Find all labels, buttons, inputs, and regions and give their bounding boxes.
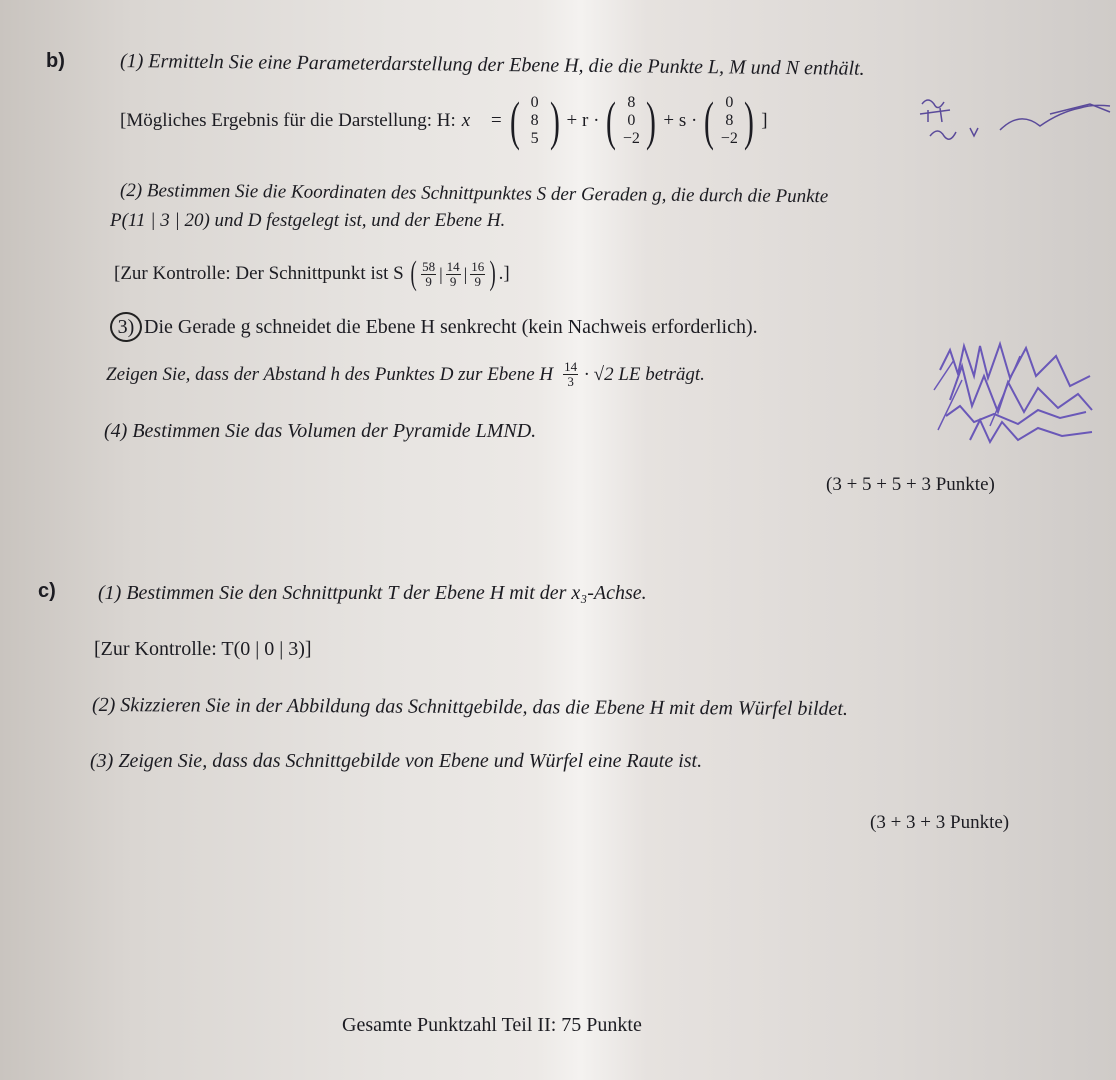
support-vector: ( 0 8 5 ) [509, 91, 560, 151]
b3-line1 [110, 312, 758, 342]
plus-r: + r · [566, 110, 600, 131]
b3-statement: Die Gerade g schneidet die Ebene H senkrecht (kein Nachweis erforderlich). [144, 315, 758, 338]
b3-prompt: Zeigen Sie, dass der Abstand h des Punktes D zur Ebene H [106, 363, 554, 385]
b4-question: (4) Bestimmen Sie das Volumen der Pyramide LMND. [104, 420, 537, 442]
b1-result-close: ] [761, 110, 768, 131]
b2-question-line2: P(11 | 3 | 20) und D festgelegt ist, und der Ebene H. [110, 210, 506, 231]
b3-distance-fraction: $\frac{14}{3}$ [564, 359, 578, 389]
direction-vector-r: ( 8 0 −2 ) [606, 91, 657, 151]
support-vector-x1: 0 [530, 94, 539, 111]
b3-line2 [106, 360, 705, 389]
c3-question: (3) Zeigen Sie, dass das Schnittgebilde von Ebene und Würfel eine Raute ist. [90, 750, 703, 772]
support-vector-x2: 8 [530, 112, 539, 129]
total-points: Gesamte Punktzahl Teil II: 75 Punkte [342, 1014, 642, 1036]
s-vector-x1: 0 [725, 94, 734, 111]
b3-circled-number: 3) [110, 312, 142, 342]
s-vector-x3: −2 [720, 130, 738, 147]
plus-s: + s · [663, 110, 698, 131]
b2-control: [Zur Kontrolle: Der Schnittpunkt ist S ( $\frac{58}{9}$ | $\frac{14}{9}$ | $\frac{16}{9}$ ) .] [114, 255, 510, 292]
s-coord-x1: $\frac{58}{9}$ [422, 258, 436, 289]
handwritten-notes-top [900, 84, 1116, 164]
c1-control: [Zur Kontrolle: T(0 | 0 | 3)] [94, 638, 312, 660]
c-points: (3 + 3 + 3 Punkte) [870, 812, 1010, 833]
b1-question: (1) Ermitteln Sie eine Parameterdarstellung der Ebene H, die die Punkte L, M und N enthält. [119, 50, 865, 80]
r-vector-x3: −2 [622, 130, 640, 147]
b-points: (3 + 5 + 5 + 3 Punkte) [826, 474, 995, 495]
b2-control-close: .] [498, 263, 510, 284]
b3-distance-suffix: · √2 LE beträgt. [584, 363, 705, 385]
b2-control-prefix: [Zur Kontrolle: Der Schnittpunkt ist S [114, 263, 404, 284]
b1-result [120, 84, 768, 158]
handwritten-notes-middle [930, 330, 1116, 460]
x-vector-symbol: x⃗ = [461, 110, 503, 131]
c2-question: (2) Skizzieren Sie in der Abbildung das Schnittgebilde, das die Ebene H mit dem Würfel bildet. [91, 694, 849, 720]
part-c-label: c) [38, 580, 56, 602]
part-b-label: b) [46, 50, 65, 72]
c1-question: (1) Bestimmen Sie den Schnittpunkt T der Ebene H mit der x₃-Achse. [98, 582, 647, 604]
r-vector-x2: 0 [627, 112, 636, 129]
r-vector-x1: 8 [627, 94, 636, 111]
direction-vector-s: ( 0 8 −2 ) [704, 91, 755, 151]
support-vector-x3: 5 [530, 130, 539, 147]
b2-question-line1: (2) Bestimmen Sie die Koordinaten des Schnittpunktes S der Geraden g, die durch die Punkte [119, 180, 829, 208]
s-coord-x3: $\frac{16}{9}$ [471, 258, 485, 289]
s-coord-x2: $\frac{14}{9}$ [446, 258, 460, 289]
b1-result-prefix: [Mögliches Ergebnis für die Darstellung: H: [120, 110, 456, 131]
s-vector-x2: 8 [725, 112, 734, 129]
